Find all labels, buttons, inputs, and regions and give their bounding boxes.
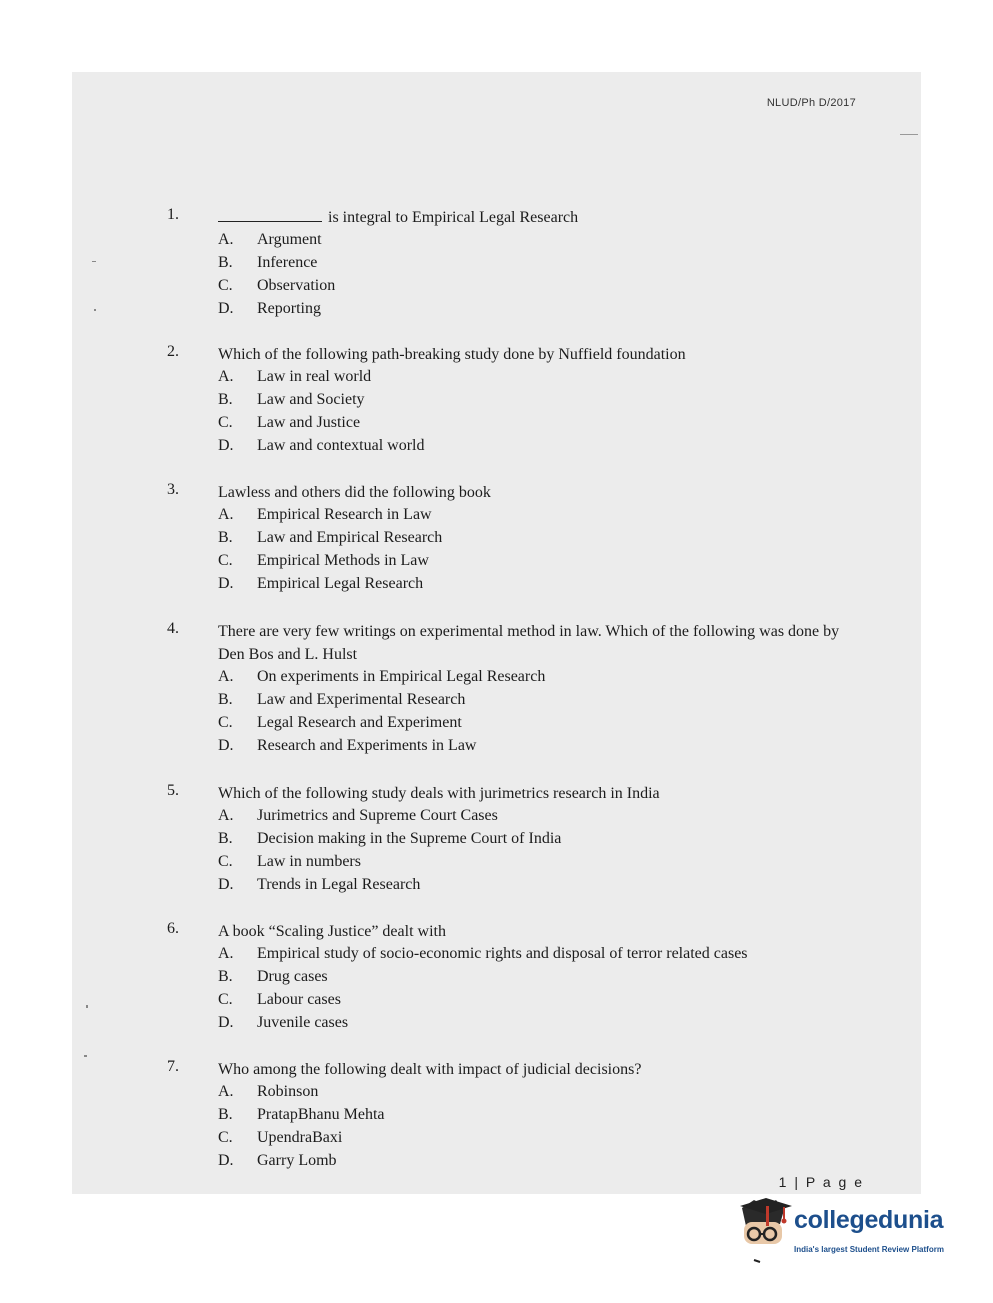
option-a: A. Argument bbox=[218, 231, 322, 248]
question-number: 2. bbox=[167, 343, 179, 360]
option-c: C. Legal Research and Experiment bbox=[218, 714, 462, 731]
option-c: C. Law in numbers bbox=[218, 853, 361, 870]
question-number: 4. bbox=[167, 620, 179, 637]
question-number: 1. bbox=[167, 206, 179, 223]
question-text: Which of the following study deals with jurimetrics research in India bbox=[218, 785, 660, 802]
option-d: D. Law and contextual world bbox=[218, 437, 425, 454]
scan-speck bbox=[84, 1055, 87, 1057]
logo-tagline: India's largest Student Review Platform bbox=[794, 1245, 944, 1254]
document-page bbox=[72, 72, 921, 1194]
option-b: B. PratapBhanu Mehta bbox=[218, 1106, 385, 1123]
option-b: B. Drug cases bbox=[218, 968, 328, 985]
collegedunia-logo bbox=[736, 1198, 966, 1268]
document-code: NLUD/Ph D/2017 bbox=[766, 97, 856, 109]
logo-wordmark: collegedunia bbox=[794, 1206, 944, 1234]
question-text: Which of the following path-breaking study done by Nuffield foundation bbox=[218, 346, 686, 363]
option-a: A. Robinson bbox=[218, 1083, 319, 1100]
option-a: A. Empirical study of socio-economic rights and disposal of terror related cases bbox=[218, 945, 748, 962]
question-text: Lawless and others did the following book bbox=[218, 484, 491, 501]
question-text: is integral to Empirical Legal Research bbox=[218, 206, 868, 229]
option-b: B. Decision making in the Supreme Court of India bbox=[218, 830, 562, 847]
question-text: Who among the following dealt with impact of judicial decisions? bbox=[218, 1061, 642, 1078]
scan-speck bbox=[900, 134, 918, 135]
mascot-icon bbox=[736, 1198, 792, 1268]
question-number: 3. bbox=[167, 481, 179, 498]
scan-speck bbox=[94, 309, 96, 311]
option-d: D. Garry Lomb bbox=[218, 1152, 337, 1169]
option-d: D. Reporting bbox=[218, 300, 321, 317]
option-d: D. Empirical Legal Research bbox=[218, 575, 424, 592]
scan-speck bbox=[92, 261, 96, 262]
question-number: 7. bbox=[167, 1058, 179, 1075]
page-number: 1 | P a g e bbox=[778, 1174, 864, 1190]
question-text: There are very few writings on experimental method in law. Which of the following was done by Den Bos and L. Hulst bbox=[218, 623, 840, 663]
question-number: 6. bbox=[167, 920, 179, 937]
option-b: B. Law and Experimental Research bbox=[218, 691, 466, 708]
option-b: B. Law and Empirical Research bbox=[218, 529, 443, 546]
option-c: C. Empirical Methods in Law bbox=[218, 552, 429, 569]
option-a: A. Jurimetrics and Supreme Court Cases bbox=[218, 807, 498, 824]
option-d: D. Research and Experiments in Law bbox=[218, 737, 477, 754]
scan-speck bbox=[86, 1005, 88, 1008]
option-d: D. Juvenile cases bbox=[218, 1014, 349, 1031]
question-number: 5. bbox=[167, 782, 179, 799]
option-b: B. Inference bbox=[218, 254, 318, 271]
option-d: D. Trends in Legal Research bbox=[218, 876, 421, 893]
option-c: C. Law and Justice bbox=[218, 414, 361, 431]
option-a: A. Empirical Research in Law bbox=[218, 506, 432, 523]
option-a: A. Law in real world bbox=[218, 368, 372, 385]
fill-in-blank bbox=[218, 207, 322, 222]
option-c: C. UpendraBaxi bbox=[218, 1129, 343, 1146]
option-b: B. Law and Society bbox=[218, 391, 365, 408]
option-a: A. On experiments in Empirical Legal Research bbox=[218, 668, 546, 685]
question-text: A book “Scaling Justice” dealt with bbox=[218, 923, 446, 940]
option-c: C. Observation bbox=[218, 277, 336, 294]
option-c: C. Labour cases bbox=[218, 991, 341, 1008]
